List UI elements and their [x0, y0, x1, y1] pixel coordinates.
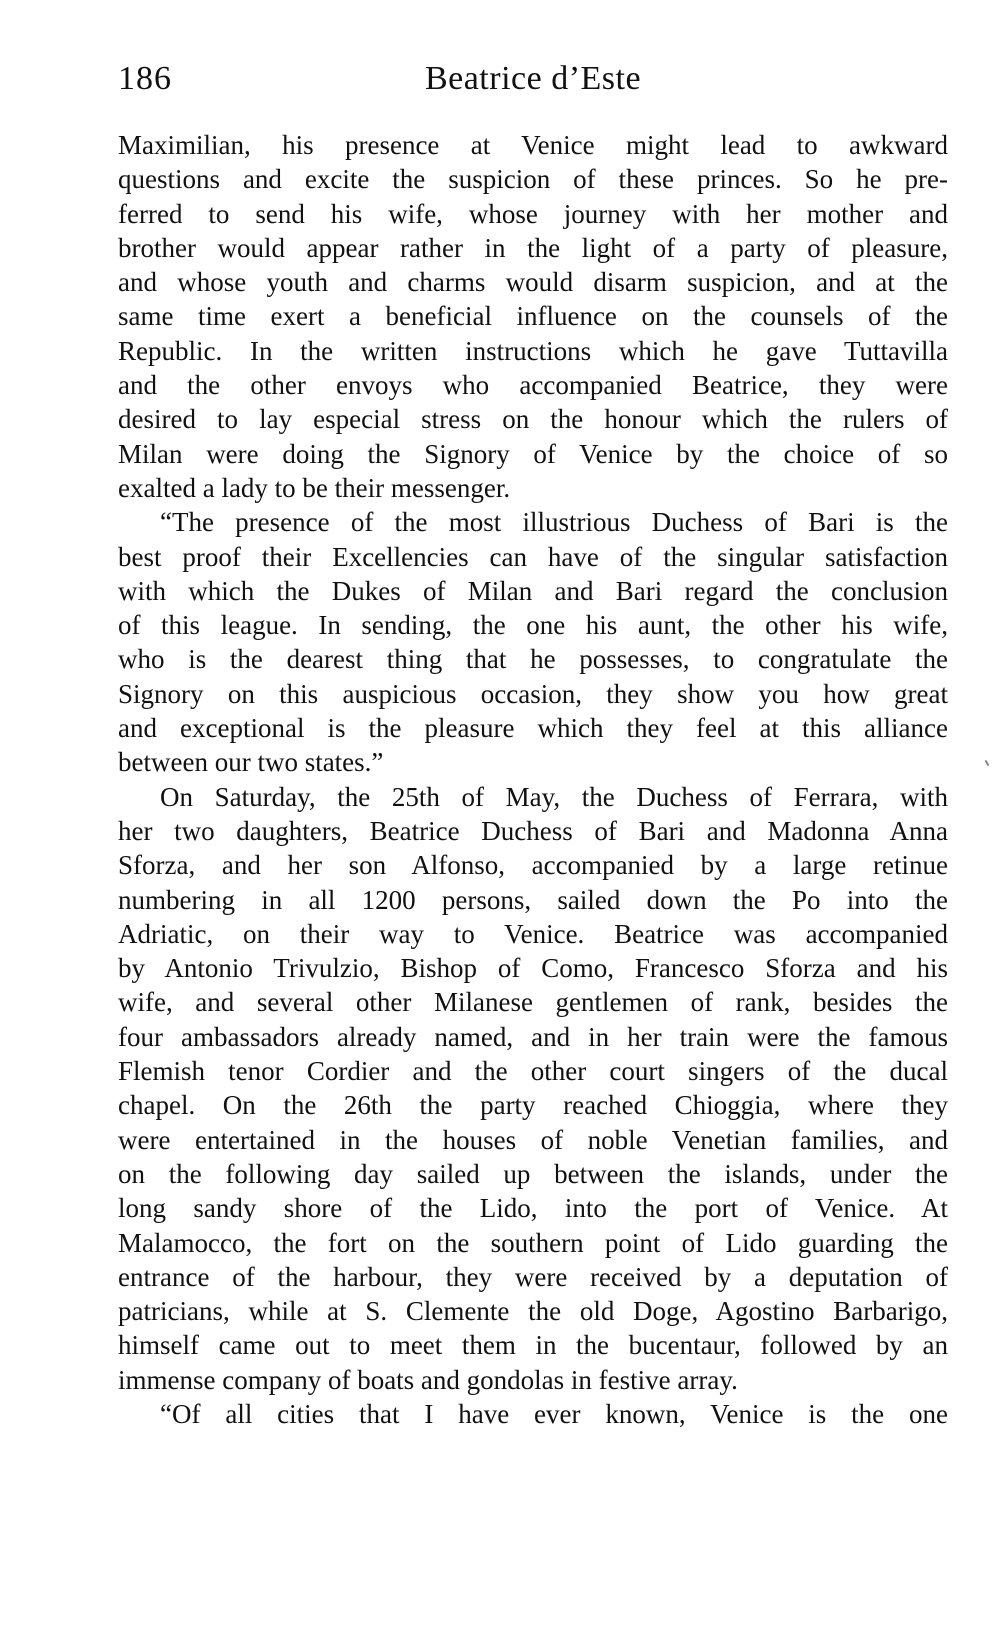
- body-text: [118, 128, 948, 1431]
- text-line: exalted a lady to be their messenger.: [118, 472, 511, 503]
- text-line: Sforza, and her son Alfonso, accompanied by a large retinue: [118, 850, 948, 881]
- text-line: between our two states.”: [118, 747, 384, 778]
- text-line: Flemish tenor Cordier and the other court singers of the ducal: [118, 1056, 948, 1087]
- text-line: four ambassadors already named, and in her train were the famous: [118, 1021, 948, 1052]
- text-line: Signory on this auspicious occasion, they show you how great: [118, 678, 948, 709]
- text-line: by Antonio Trivulzio, Bishop of Como, Francesco Sforza and his: [118, 953, 948, 984]
- text-line: desired to lay especial stress on the honour which the rulers of: [118, 404, 948, 435]
- text-line: and exceptional is the pleasure which they feel at this alliance: [118, 713, 948, 744]
- text-line: best proof their Excellencies can have of the singular satisfaction: [118, 541, 948, 572]
- text-line: of this league. In sending, the one his aunt, the other his wife,: [118, 610, 948, 641]
- text-line: numbering in all 1200 persons, sailed down the Po into the: [118, 884, 948, 915]
- text-line: entrance of the harbour, they were received by a deputation of: [118, 1261, 948, 1292]
- text-line: Maximilian, his presence at Venice might lead to awkward: [118, 130, 948, 160]
- text-line: immense company of boats and gondolas in festive array.: [118, 1364, 738, 1395]
- paragraph-2: [118, 505, 948, 779]
- text-line: Republic. In the written instructions which he gave Tuttavilla: [118, 335, 948, 366]
- text-line: brother would appear rather in the light of a party of pleasure,: [118, 232, 948, 263]
- text-line: questions and excite the suspicion of these princes. So he pre-: [118, 164, 948, 195]
- paragraph-1: [118, 128, 948, 505]
- text-line: were entertained in the houses of noble Venetian families, and: [118, 1124, 948, 1155]
- text-line: and the other envoys who accompanied Beatrice, they were: [118, 370, 948, 401]
- text-line: long sandy shore of the Lido, into the port of Venice. At: [118, 1193, 948, 1224]
- text-line: her two daughters, Beatrice Duchess of Bari and Madonna Anna: [118, 815, 948, 846]
- text-line: ferred to send his wife, whose journey with her mother and: [118, 198, 948, 229]
- text-line: wife, and several other Milanese gentlemen of rank, besides the: [118, 987, 948, 1018]
- text-line: on the following day sailed up between the islands, under the: [118, 1158, 948, 1189]
- text-line: On Saturday, the 25th of May, the Duchess of Ferrara, with: [160, 781, 948, 812]
- text-line: himself came out to meet them in the bucentaur, followed by an: [118, 1330, 948, 1361]
- text-line: patricians, while at S. Clemente the old Doge, Agostino Barbarigo,: [118, 1296, 948, 1327]
- paragraph-3: [118, 780, 948, 1397]
- text-line: Adriatic, on their way to Venice. Beatrice was accompanied: [118, 918, 948, 949]
- text-line: Malamocco, the fort on the southern point of Lido guarding the: [118, 1227, 948, 1258]
- text-line: chapel. On the 26th the party reached Chioggia, where they: [118, 1090, 948, 1121]
- text-line: “The presence of the most illustrious Duchess of Bari is the: [160, 507, 948, 538]
- text-line: and whose youth and charms would disarm suspicion, and at the: [118, 267, 948, 298]
- running-title: Beatrice d’Este: [424, 60, 642, 97]
- text-line: with which the Dukes of Milan and Bari regard the conclusion: [118, 575, 948, 606]
- paragraph-4: [118, 1397, 948, 1431]
- page-number: 186: [118, 60, 172, 97]
- stray-ink-mark: [985, 760, 990, 766]
- text-line: “Of all cities that I have ever known, Venice is the one: [160, 1398, 948, 1429]
- running-head: [118, 56, 948, 106]
- text-line: who is the dearest thing that he possesses, to congratulate the: [118, 644, 948, 675]
- text-line: same time exert a beneficial influence on the counsels of the: [118, 301, 948, 332]
- text-line: Milan were doing the Signory of Venice by the choice of so: [118, 438, 948, 469]
